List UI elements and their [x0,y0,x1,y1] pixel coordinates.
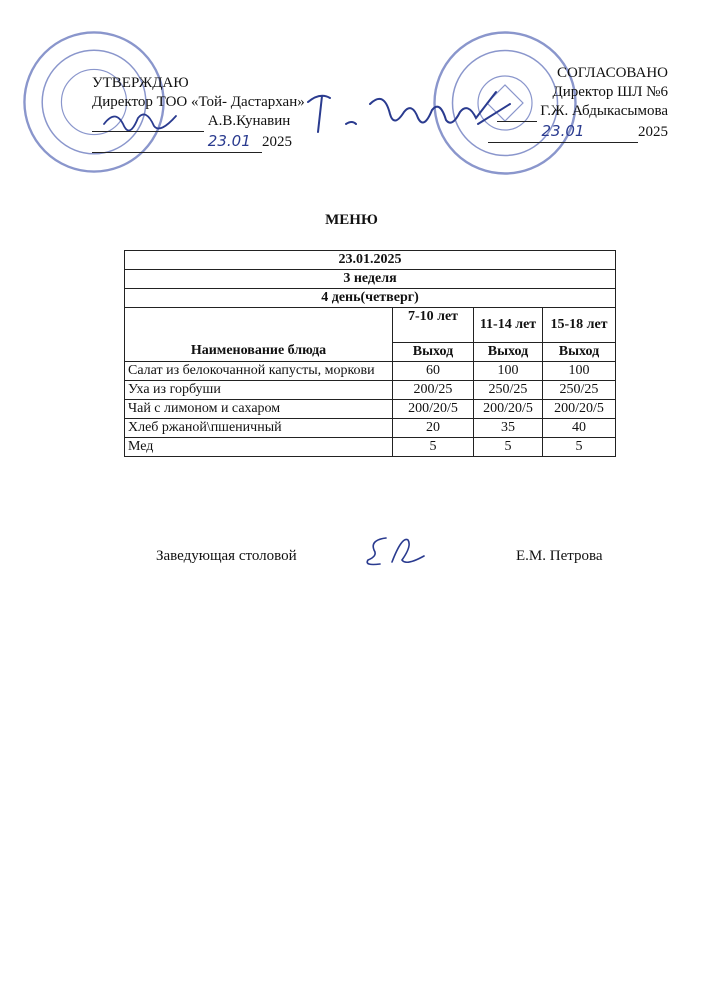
menu-date: 23.01.2025 [125,251,616,270]
age-group-header: 15-18 лет [543,308,616,343]
table-row [125,251,616,270]
table-row [125,308,616,343]
signature-blank [497,102,537,122]
table-row [125,437,616,456]
portion-value: 5 [474,437,543,456]
portion-value: 200/25 [393,380,474,399]
approve-heading: УТВЕРЖДАЮ [92,75,189,91]
age-group-header: 11-14 лет [474,308,543,343]
agree-heading: СОГЛАСОВАНО [556,65,668,81]
portion-value: 100 [543,361,616,380]
table-row [125,380,616,399]
output-header: Выход [393,342,474,361]
approve-director-name: А.В.Кунавин [207,113,291,129]
menu-table [124,250,616,457]
canteen-manager-role: Заведующая столовой [156,548,297,564]
table-row [125,361,616,380]
approval-block-right [480,64,668,143]
table-row [125,418,616,437]
portion-value: 100 [474,361,543,380]
date-blank [488,122,638,143]
portion-value: 20 [393,418,474,437]
portion-value: 35 [474,418,543,437]
agree-date-line [480,122,668,143]
portion-value: 40 [543,418,616,437]
agree-year: 2025 [638,124,668,140]
dish-name: Хлеб ржаной\пшеничный [125,418,393,437]
table-row [125,399,616,418]
dish-name: Уха из горбуши [125,380,393,399]
output-header: Выход [543,342,616,361]
agree-signature-line [480,102,668,122]
output-header: Выход [474,342,543,361]
portion-value: 200/20/5 [474,399,543,418]
dish-name: Салат из белокочанной капусты, моркови [125,361,393,380]
canteen-manager-name: Е.М. Петрова [516,548,603,564]
portion-value: 5 [393,437,474,456]
table-row [125,342,616,361]
approve-date-hand: 23.01 [207,132,251,150]
agree-director-name: Г.Ж. Абдыкасымова [540,103,668,119]
approve-position: Директор ТОО «Той- Дастархан» [92,94,305,110]
menu-day: 4 день(четверг) [125,289,616,308]
menu-week: 3 неделя [125,270,616,289]
page-title: МЕНЮ [325,212,378,228]
canteen-manager-signature [362,530,432,570]
approve-date-line [92,132,305,153]
agree-date-hand: 23.01 [541,122,585,140]
signature-blank [92,112,204,132]
table-row [125,270,616,289]
age-group-header: 7-10 лет [393,308,474,343]
date-blank [92,132,262,153]
approval-block-left [92,74,305,153]
dish-name: Чай с лимоном и сахаром [125,399,393,418]
portion-value: 250/25 [474,380,543,399]
dish-name: Мед [125,437,393,456]
empty-header-cell [125,308,393,343]
approve-signature-line [92,112,305,132]
portion-value: 60 [393,361,474,380]
agree-position: Директор ШЛ №6 [552,84,668,100]
portion-value: 5 [543,437,616,456]
dish-name-header: Наименование блюда [125,342,393,361]
portion-value: 200/20/5 [393,399,474,418]
approve-year: 2025 [262,134,292,150]
table-row [125,289,616,308]
portion-value: 200/20/5 [543,399,616,418]
portion-value: 250/25 [543,380,616,399]
